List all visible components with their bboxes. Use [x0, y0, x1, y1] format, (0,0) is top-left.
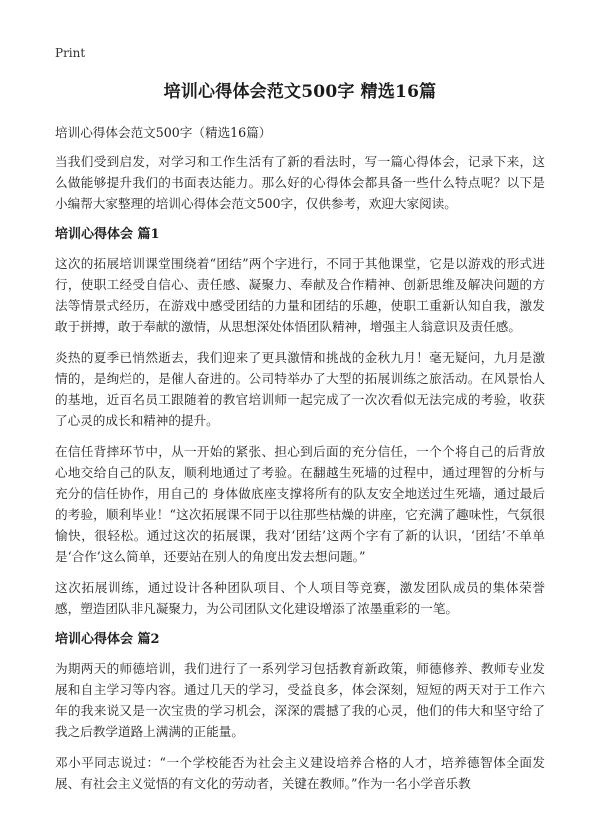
document-body — [55, 122, 545, 804]
section-1-paragraph-3: 在信任背摔环节中，从一开始的紧张、担心到后面的充分信任，一个个将自己的后背放心地交给自己的队友，顺利地通过了考验。在翻越生死墙的过程中，通过理智的分析与充分的信任协作，用自己的 身体做底座支撑将所有的队友安全地送过生死墙，通过最后的考验，顺利毕业！“这次拓展课不同于以往那些枯燥的讲座，它充满了趣味性，气氛很愉快，很轻松。通过这次的拓展课，我对‘团结’这两个字有了新的认识，‘团结’不单单是‘合作’这么简单，还要站在别人的角度出发去想问题。” — [55, 444, 545, 564]
print-link[interactable]: Print — [55, 46, 86, 60]
page-title: 培训心得体会范文500字 精选16篇 — [163, 82, 437, 102]
section-heading-1: 培训心得体会 篇1 — [55, 227, 160, 242]
section-2-paragraph-1: 为期两天的师德培训，我们进行了一系列学习包括教育新政策，师德修养、教师专业发展和自主学习等内容。通过几天的学习，受益良多，体会深刻，短短的两天对于工作六年的我来说又是一次宝贵的学习机会，深深的震撼了我的心灵，他们的伟大和坚守给了我之后教学道路上满满的正能量。 — [55, 661, 545, 739]
section-1-paragraph-2: 炎热的夏季已悄然逝去，我们迎来了更具激情和挑战的金秋九月！毫无疑问，九月是激情的，是绚烂的，是催人奋进的。公司特举办了大型的拓展训练之旅活动。在风景怡人的基地，近百名员工跟随着的教官培训师一起完成了一次次看似无法完成的考验，收获了心灵的成长和精神的提升。 — [55, 350, 545, 428]
section-2-paragraph-2: 邓小平同志说过：“一个学校能否为社会主义建设培养合格的人才，培养德智体全面发展、有社会主义觉悟的有文化的劳动者，关键在教师。”作为一名小学音乐教 — [55, 755, 545, 791]
section-heading-2: 培训心得体会 篇2 — [55, 632, 160, 647]
intro-paragraph: 当我们受到启发，对学习和工作生活有了新的看法时，写一篇心得体会，记录下来，这么做能够提升我们的书面表达能力。那么好的心得体会都具备一些什么特点呢？以下是小编帮大家整理的培训心得体会范文500字，仅供参考，欢迎大家阅读。 — [55, 154, 545, 211]
section-1-paragraph-1: 这次的拓展培训课堂围绕着“团结”两个字进行，不同于其他课堂，它是以游戏的形式进行，使职工经受自信心、责任感、凝聚力、奉献及合作精神、创新思维及解决问题的方法等情景式经历，在游戏中感受团结的力量和团结的乐趣，使职工重新认知自我，激发敢于拼搏，敢于奉献的激情，从思想深处体悟团队精神，增强主人翁意识及责任感。 — [55, 256, 545, 334]
document-subtitle: 培训心得体会范文500字（精选16篇） — [55, 125, 272, 140]
section-1-paragraph-4: 这次拓展训练，通过设计各种团队项目、个人项目等竞赛，激发团队成员的集体荣誉感，塑造团队非凡凝聚力，为公司团队文化建设增添了浓墨重彩的一笔。 — [55, 580, 545, 616]
